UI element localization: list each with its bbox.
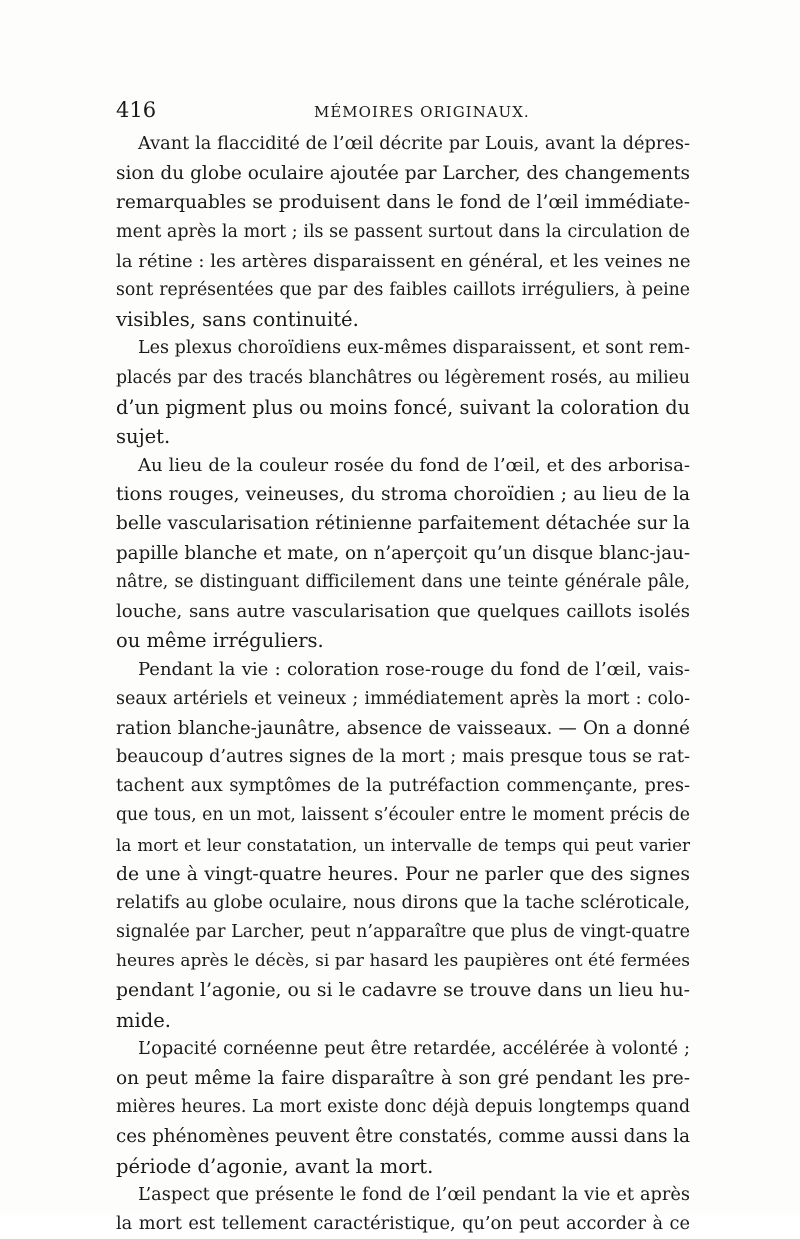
- text-line: tions rouges, veineuses, du stroma choroïdien ; au lieu de la: [116, 484, 690, 506]
- text-line: beaucoup d’autres signes de la mort ; mais presque tous se rat-: [116, 746, 690, 767]
- text-line: la rétine : les artères disparaissent en général, et les veines ne: [116, 250, 691, 272]
- text-line: L’aspect que présente le fond de l’œil pendant la vie et après: [138, 1184, 690, 1205]
- text-line: on peut même la faire disparaître à son gré pendant les pre-: [116, 1068, 690, 1089]
- text-line: signalée par Larcher, peut n’apparaître que plus de vingt-quatre: [116, 922, 690, 943]
- text-line: pendant l’agonie, ou si le cadavre se trouve dans un lieu hu-: [116, 980, 690, 1002]
- text-line: papille blanche et mate, on n’aperçoit qu’un disque blanc-jau-: [116, 542, 690, 564]
- text-line: sont représentées que par des faibles caillots irréguliers, à peine: [116, 279, 690, 300]
- text-line: d’un pigment plus ou moins foncé, suivant la coloration du: [116, 395, 690, 419]
- page-header: [116, 98, 688, 128]
- text-line: ment après la mort ; ils se passent surtout dans la circulation de: [116, 221, 690, 242]
- text-line: relatifs au globe oculaire, nous dirons que la tache scléroticale,: [116, 892, 690, 913]
- text-line: ration blanche-jaunâtre, absence de vaisseaux. — On a donné: [116, 717, 690, 739]
- text-line: seaux artériels et veineux ; immédiatement après la mort : colo-: [116, 688, 690, 709]
- text-line: période d’agonie, avant la mort.: [116, 1154, 434, 1178]
- text-line: belle vascularisation rétinienne parfaitement détachée sur la: [116, 513, 690, 535]
- text-line: louche, sans autre vascularisation que quelques caillots isolés: [116, 601, 690, 622]
- text-line: ces phénomènes peuvent être constatés, comme aussi dans la: [116, 1126, 690, 1148]
- body-text: [116, 130, 690, 1239]
- text-line: placés par des tracés blanchâtres ou légèrement rosés, au milieu: [116, 367, 690, 388]
- text-line: sion du globe oculaire ajoutée par Larcher, des changements: [116, 163, 690, 185]
- text-line: Les plexus choroïdiens eux-mêmes disparaissent, et sont rem-: [138, 338, 690, 359]
- text-line: visibles, sans continuité.: [116, 308, 359, 332]
- text-line: la mort est tellement caractéristique, qu’on peut accorder à ce: [116, 1213, 690, 1234]
- text-line: que tous, en un mot, laissent s’écouler entre le moment précis de: [116, 805, 690, 826]
- text-line: mide.: [116, 1008, 171, 1032]
- text-line: mières heures. La mort existe donc déjà depuis longtemps quand: [116, 1097, 690, 1118]
- text-line: L’opacité cornéenne peut être retardée, accélérée à volonté ;: [138, 1038, 690, 1059]
- text-line: Avant la flaccidité de l’œil décrite par Louis, avant la dépres-: [138, 134, 690, 154]
- page-number: 416: [116, 98, 157, 122]
- text-line: Pendant la vie : coloration rose-rouge du fond de l’œil, vais-: [138, 659, 690, 681]
- running-head: MÉMOIRES ORIGINAUX.: [314, 103, 530, 121]
- text-line: remarquables se produisent dans le fond de l’œil immédiate-: [116, 192, 690, 214]
- text-line: tachent aux symptômes de la putréfaction commençante, pres-: [116, 776, 690, 797]
- text-line: nâtre, se distinguant difficilement dans une teinte générale pâle,: [116, 571, 690, 592]
- text-line: la mort et leur constatation, un intervalle de temps qui peut varier: [116, 834, 690, 855]
- text-line: de une à vingt-quatre heures. Pour ne parler que des signes: [116, 863, 690, 885]
- text-line: sujet.: [116, 424, 171, 448]
- text-line: ou même irréguliers.: [116, 629, 324, 653]
- text-line: Au lieu de la couleur rosée du fond de l’œil, et des arborisa-: [138, 455, 690, 477]
- text-line: heures après le décès, si par hasard les paupières ont été fermées: [116, 951, 690, 972]
